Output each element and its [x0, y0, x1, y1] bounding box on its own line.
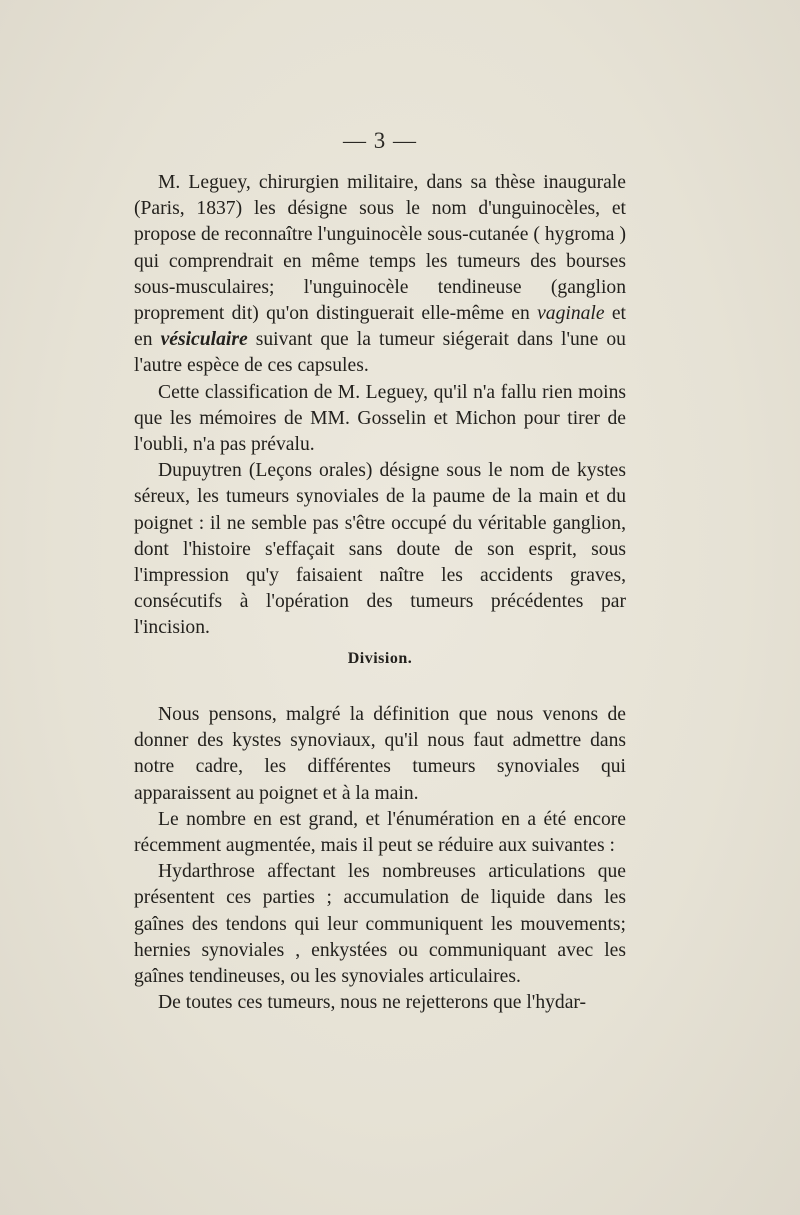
paragraph-leguey: [134, 170, 626, 380]
paragraph-leguey-part-b: et en: [134, 303, 626, 351]
paragraph-dupuytren: Dupuytren (Leçons orales) désigne sous le nom de kystes séreux, les tumeurs synoviales de la paume de la main et du poignet : il ne semble pas s'être occupé du véritable ganglion, dont l'histoire s'effaçait sans doute de son esprit, sous l'impression qu'y faisaient naître les accidents graves, consécutifs à l'opération des tumeurs précédentes par l'incision.: [134, 460, 626, 639]
paragraph-hydarthrose: Hydarthrose affectant les nombreuses articulations que présentent ces parties ; accumulation de liquide dans les gaînes des tendons qui leur communiquent les mouvements; hernies synoviales , enkystées ou communiquant avec les gaînes tendineuses, ou les synoviales articulaires.: [134, 861, 626, 988]
text-section-2: [134, 702, 626, 1016]
page-number: — 3 —: [343, 128, 417, 153]
paragraph-leguey-part-c: suivant que la tumeur siégerait dans l'une ou l'autre espèce de ces capsules.: [134, 329, 626, 377]
paragraph-leguey-part-a: M. Leguey, chirurgien militaire, dans sa thèse inaugurale (Paris, 1837) les désigne sous le nom d'unguinocèles, et propose de reconnaître l'unguinocèle sous-cutanée ( hygroma ) qui comprendrait en même temps les tumeurs des bourses sous-musculaires; l'unguinocèle tendineuse (ganglion proprement dit) qu'on distinguerait elle-même en: [134, 172, 626, 325]
paragraph-nombre: Le nombre en est grand, et l'énumération en a été encore récemment augmentée, mais il peut se réduire aux suivantes :: [134, 808, 626, 857]
paragraph-classification: Cette classification de M. Leguey, qu'il n'a fallu rien moins que les mémoires de MM. Gosselin et Michon pour tirer de l'oubli, n'a pas prévalu.: [134, 381, 626, 456]
section-heading: Division.: [347, 650, 413, 667]
paragraph-de-toutes: De toutes ces tumeurs, nous ne rejetterons que l'hydar-: [158, 992, 587, 1014]
italic-term-vaginale: vaginale: [537, 303, 605, 325]
paragraph-nous-pensons: Nous pensons, malgré la définition que nous venons de donner des kystes synoviaux, qu'il nous faut admettre dans notre cadre, les différentes tumeurs synoviales qui apparaissent au poignet et à la main.: [134, 704, 626, 804]
text-section-1: [134, 170, 626, 642]
italic-term-vesiculaire: vésiculaire: [160, 329, 248, 351]
